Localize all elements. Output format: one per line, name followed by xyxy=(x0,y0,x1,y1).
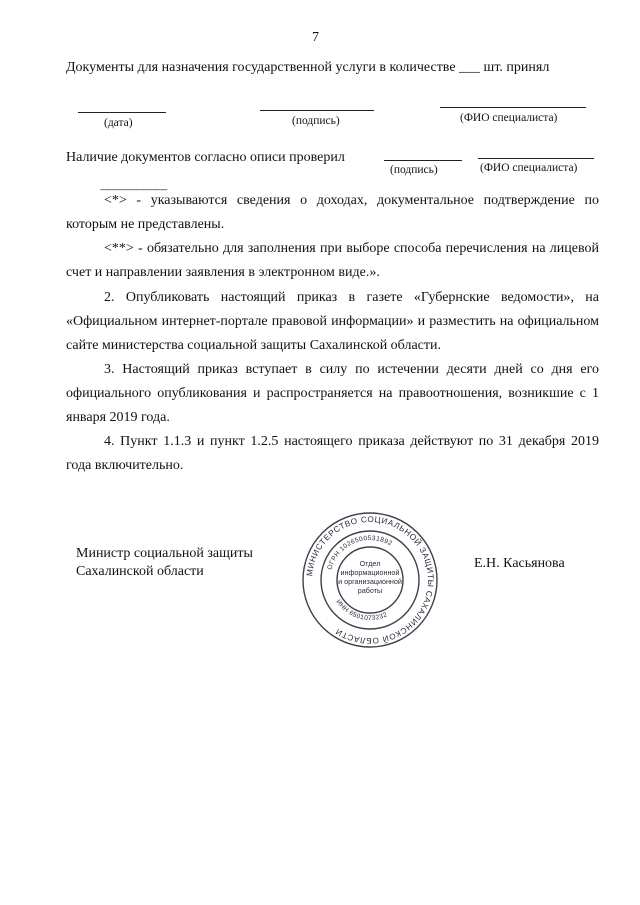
stamp-seal-icon xyxy=(300,510,440,650)
stamp-outer-text: МИНИСТЕРСТВО СОЦИАЛЬНОЙ ЗАЩИТЫ САХАЛИНСКОЙ ОБЛАСТИ xyxy=(305,514,436,646)
stamp-center-line-3: и организационной xyxy=(338,577,402,586)
verifier-name-label: (ФИО специалиста) xyxy=(480,162,578,174)
signatory-position-line1: Министр социальной защиты xyxy=(76,546,253,561)
stamp-center-line-1: Отдел xyxy=(359,559,381,568)
paragraph-validity: 4. Пункт 1.1.3 и пункт 1.2.5 настоящего приказа действуют по 31 декабря 2019 года включительно. xyxy=(66,434,599,473)
official-stamp xyxy=(300,510,440,650)
footnote-2: <**> - обязательно для заполнения при выборе способа перечисления на лицевой счет и направлении заявления в электронном виде.». xyxy=(66,241,599,280)
footnote-separator: ------------------------------- xyxy=(100,185,168,194)
specialist-name-line xyxy=(440,107,586,108)
stamp-center-line-4: работы xyxy=(357,586,383,595)
stamp-center-line-2: информационной xyxy=(340,568,400,577)
signature-label: (подпись) xyxy=(292,115,340,127)
signatory-name: Е.Н. Касьянова xyxy=(474,556,565,571)
page-number: 7 xyxy=(312,30,319,45)
date-label: (дата) xyxy=(104,117,133,129)
verification-text: Наличие документов согласно описи проверил xyxy=(66,150,345,165)
signature-line xyxy=(260,110,374,111)
stamp-ogrn-text: ОГРН 1026500531892 xyxy=(326,534,394,571)
specialist-name-label: (ФИО специалиста) xyxy=(460,112,558,124)
paragraph-effective: 3. Настоящий приказ вступает в силу по истечении десяти дней со дня его официального опубликования и распространяется на правоотношения, возникшие с 1 января 2019 года. xyxy=(66,362,599,425)
paragraph-publish: 2. Опубликовать настоящий приказ в газете «Губернские ведомости», на «Официальном интернет-портале правовой информации» и разместить на официальном сайте министерства социальной защиты Сахалинской области. xyxy=(66,290,599,353)
stamp-inn-text: ИНН 6501073232 xyxy=(334,598,389,623)
footnote-1: <*> - указываются сведения о доходах, документальное подтверждение по которым не представлены. xyxy=(66,193,599,232)
verifier-signature-label: (подпись) xyxy=(390,164,438,176)
date-line xyxy=(78,112,166,113)
signatory-position-line2: Сахалинской области xyxy=(76,564,204,579)
verifier-signature-line xyxy=(384,160,462,161)
verifier-name-line xyxy=(478,158,594,159)
acceptance-text: Документы для назначения государственной услуги в количестве ___ шт. принял xyxy=(66,60,550,75)
